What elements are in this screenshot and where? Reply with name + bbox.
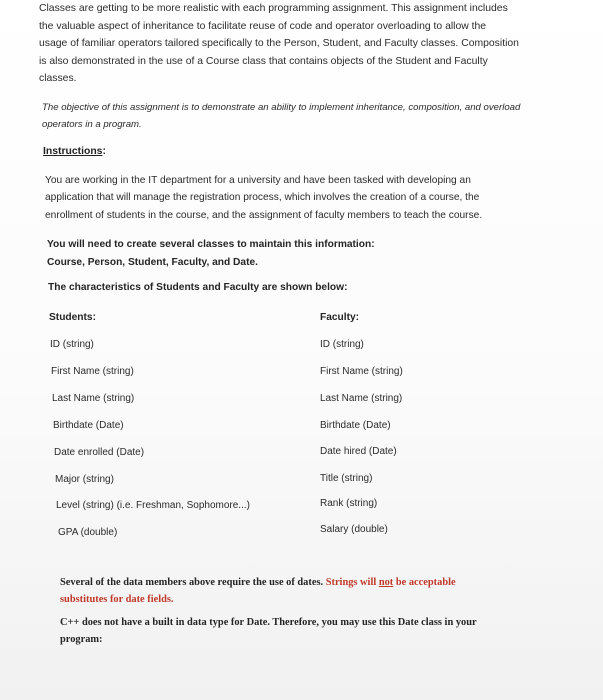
faculty-field: Rank (string)	[320, 498, 378, 509]
student-field: Level (string) (i.e. Freshman, Sophomore...)	[56, 500, 250, 511]
faculty-heading: Faculty:	[320, 312, 360, 323]
student-field: Date enrolled (Date)	[54, 447, 145, 458]
intro-line: Classes are getting to be more realistic with each programming assignment. This assignment includes	[39, 3, 508, 14]
faculty-field: Birthdate (Date)	[320, 420, 391, 431]
student-field: Major (string)	[55, 474, 114, 485]
instructions-line: You are working in the IT department for a university and have been tasked with developing an	[45, 175, 471, 186]
objective-line: operators in a program.	[42, 119, 142, 130]
instructions-line: application that will manage the registration process, which involves the creation of a course, the	[45, 192, 480, 204]
dates-warning-not: not	[378, 577, 394, 588]
student-field: ID (string)	[50, 339, 94, 350]
cpp-date-note	[60, 614, 530, 648]
cpp-note-line: program:	[60, 634, 103, 645]
classes-needed-line: You will need to create several classes to maintain this information:	[47, 239, 375, 250]
dates-warning-text: Strings will	[325, 577, 379, 588]
faculty-field: First Name (string)	[320, 366, 403, 377]
dates-note-text: Several of the data members above require the use of dates.	[60, 577, 326, 588]
classes-list-line: Course, Person, Student, Faculty, and Date.	[47, 257, 258, 268]
intro-paragraph	[39, 0, 569, 88]
faculty-field: ID (string)	[320, 339, 364, 350]
instructions-heading	[43, 146, 106, 157]
characteristics-heading: The characteristics of Students and Faculty are shown below:	[48, 282, 348, 293]
students-heading: Students:	[49, 312, 96, 323]
intro-line: is also demonstrated in the use of a Course class that contains objects of the Student and Faculty	[39, 55, 488, 67]
instructions-line: enrollment of students in the course, and the assignment of faculty members to teach the course.	[45, 209, 483, 221]
objective-line: The objective of this assignment is to demonstrate an ability to implement inheritance, composition, and overload	[42, 102, 521, 113]
faculty-field: Last Name (string)	[320, 393, 403, 404]
student-field: Birthdate (Date)	[53, 420, 124, 431]
faculty-field: Title (string)	[320, 473, 373, 484]
student-field: First Name (string)	[51, 366, 134, 377]
instructions-heading-text: Instructions	[43, 146, 103, 157]
objective-paragraph	[42, 99, 562, 133]
intro-line: classes.	[39, 73, 77, 85]
intro-line: the valuable aspect of inheritance to facilitate reuse of code and operator overloading to allow the	[39, 20, 487, 32]
intro-line: usage of familiar operators tailored specifically to the Person, Student, and Faculty classes. Composition	[39, 38, 519, 50]
cpp-note-line: C++ does not have a built in data type for Date. Therefore, you may use this Date class in your	[60, 617, 477, 628]
instructions-paragraph	[45, 172, 565, 224]
dates-note	[60, 574, 530, 608]
dates-warning-text: be acceptable	[393, 577, 456, 588]
faculty-field: Salary (double)	[320, 524, 388, 535]
faculty-field: Date hired (Date)	[320, 446, 397, 457]
instructions-heading-colon: :	[102, 146, 106, 157]
student-field: GPA (double)	[58, 527, 118, 538]
classes-needed	[47, 236, 547, 272]
dates-warning-text: substitutes for date fields.	[60, 594, 174, 605]
student-field: Last Name (string)	[52, 393, 135, 404]
